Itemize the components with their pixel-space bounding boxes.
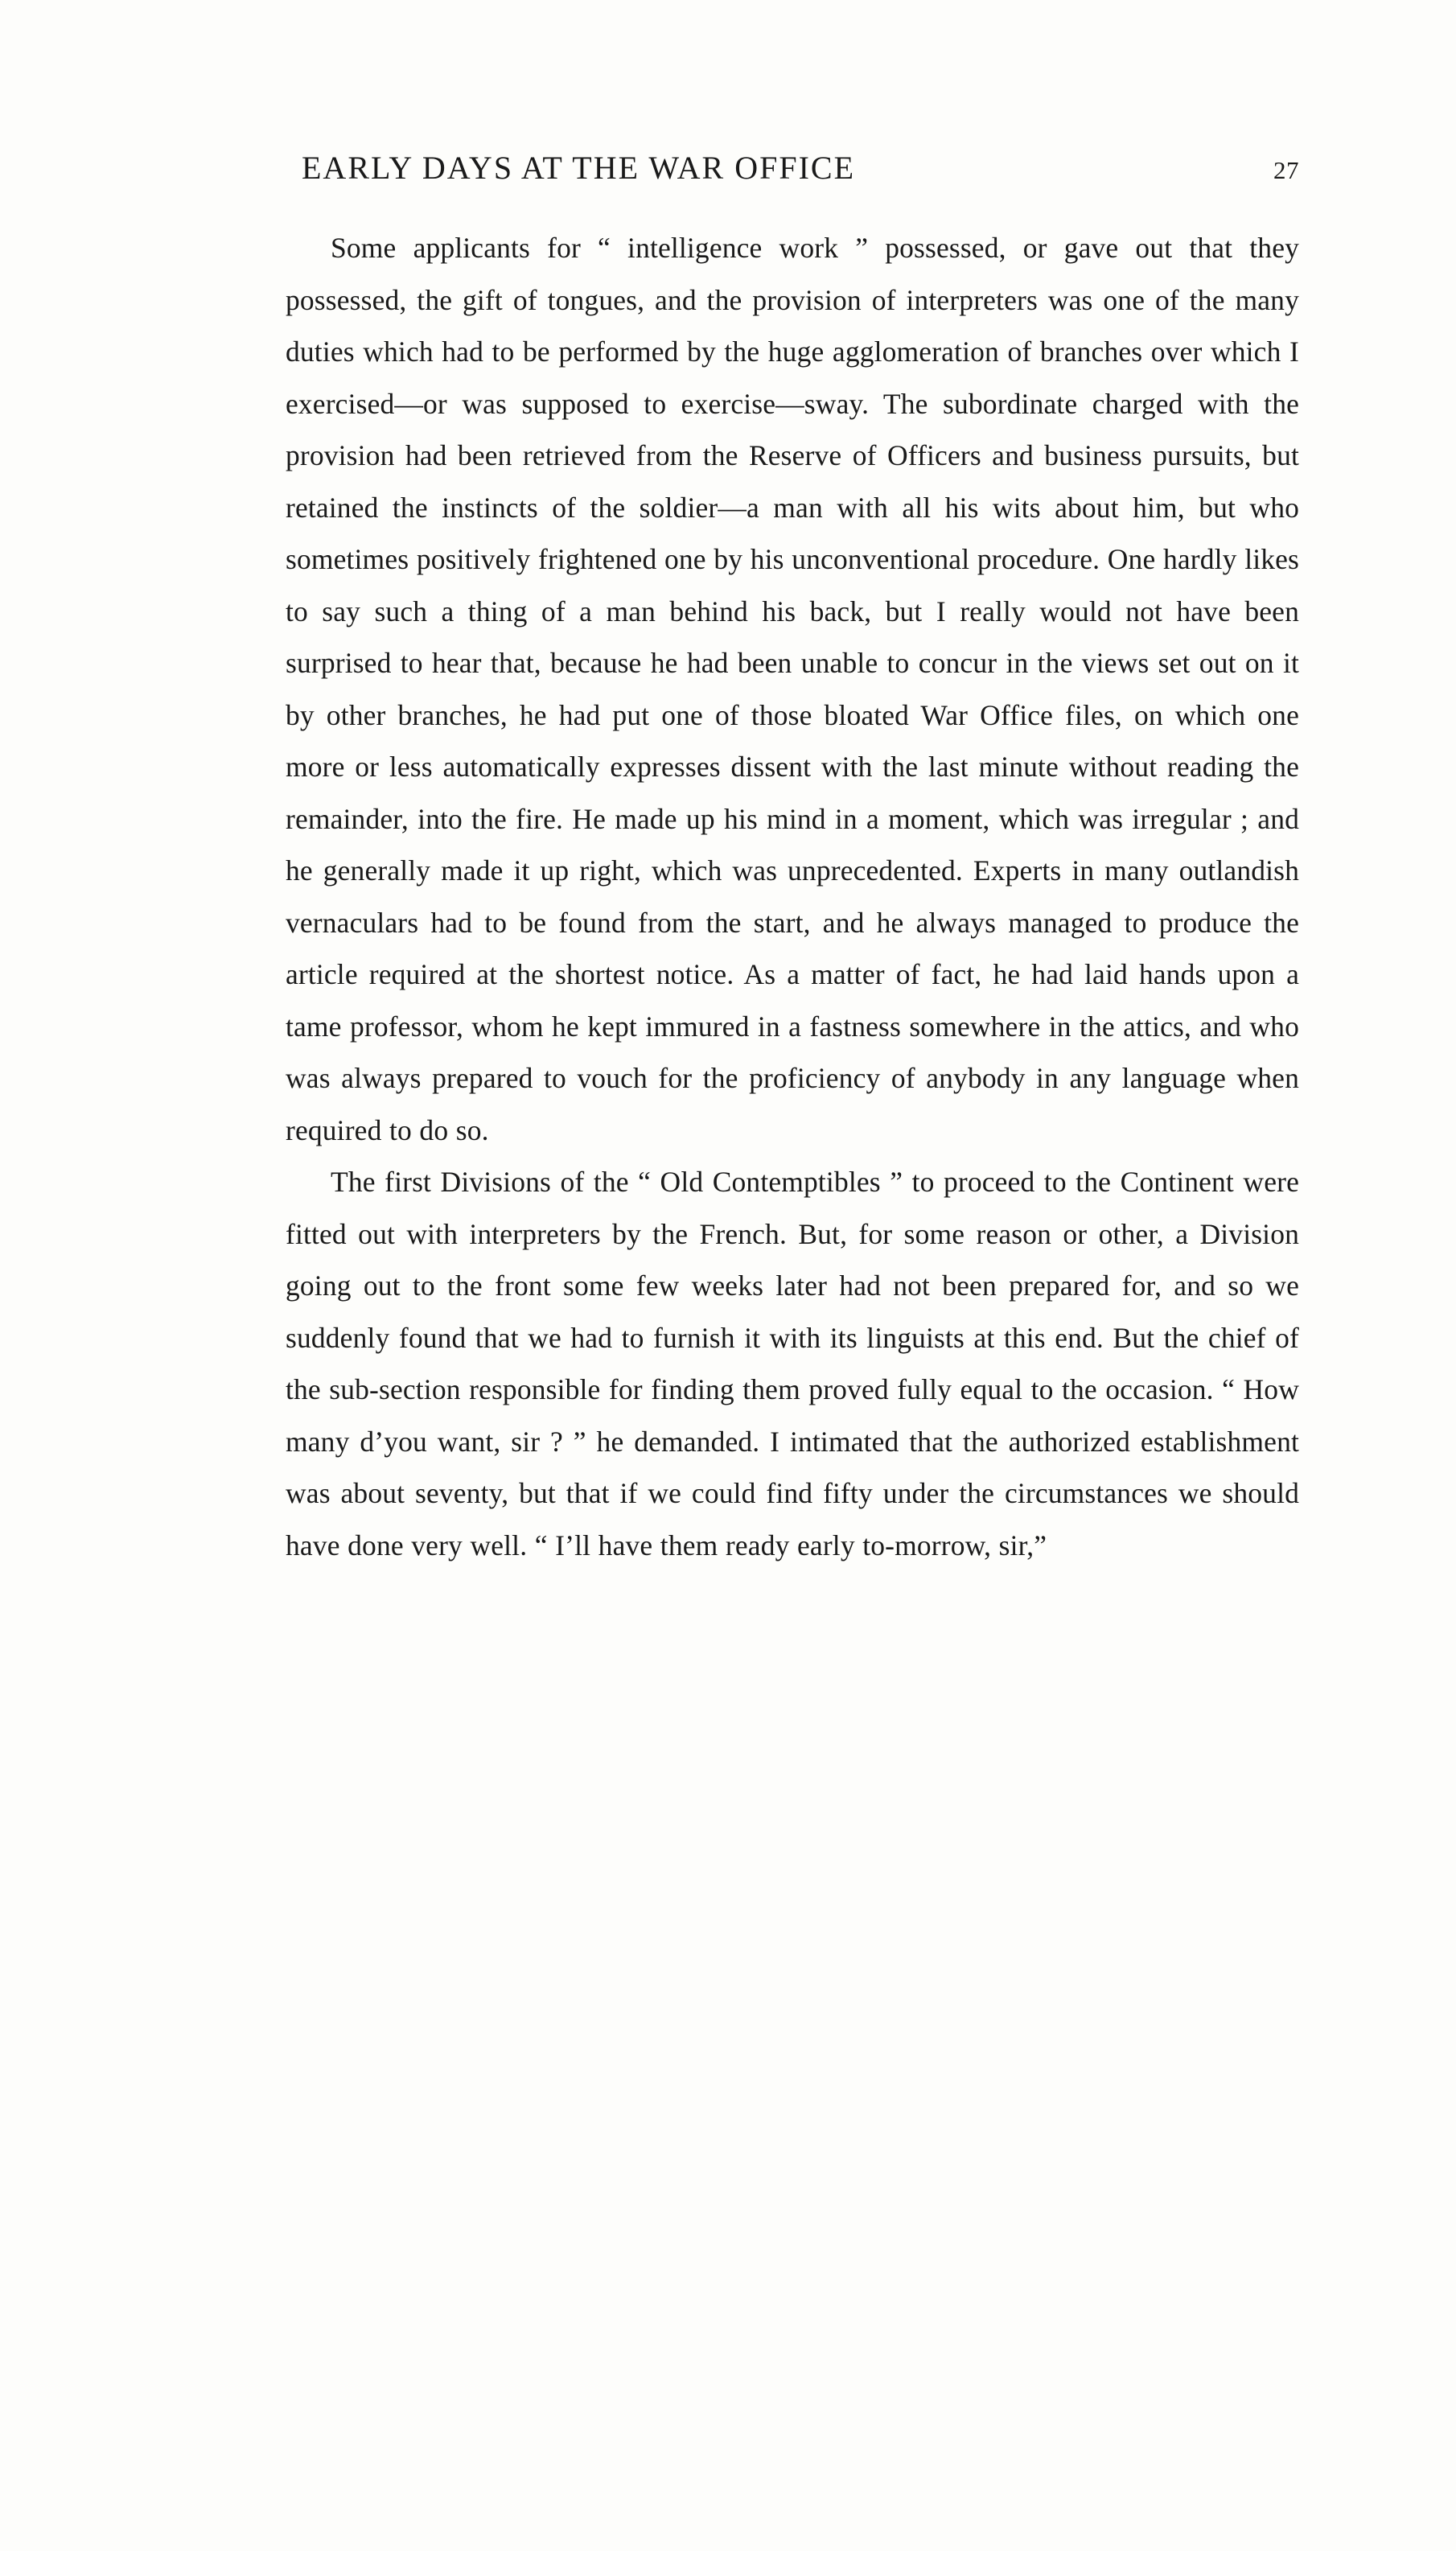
paragraph-2: The first Divisions of the “ Old Contemptibles ” to proceed to the Continent were fitted out with interpreters by the French. But, for some reason or other, a Division going out to the front some few weeks later had not been prepared for, and so we suddenly found that we had to furnish it with its linguists at this end. But the chief of the sub-section responsible for finding them proved fully equal to the occasion. “ How many d’you want, sir ? ” he demanded. I intimated that the authorized establishment was about seventy, but that if we could find fifty under the circumstances we should have done very well. “ I’ll have them ready early to-morrow, sir,” [286, 1166, 1299, 1561]
paragraph-1: Some applicants for “ intelligence work ” possessed, or gave out that they possessed, the gift of tongues, and the provision of interpreters was one of the many duties which had to be performed by the huge agglomeration of branches over which I exercised—or was supposed to exercise—sway. The subordinate charged with the provision had been retrieved from the Reserve of Officers and business pursuits, but retained the instincts of the soldier—a man with all his wits about him, but who sometimes positively frightened one by his unconventional procedure. One hardly likes to say such a thing of a man behind his back, but I really would not have been surprised to hear that, because he had been unable to concur in the views set out on it by other branches, he had put one of those bloated War Office files, on which one more or less automatically expresses dissent with the last minute without reading the remainder, into the fire. He made up his mind in a moment, which was irregular ; and he generally made it up right, which was unprecedented. Experts in many outlandish vernaculars had to be found from the start, and he always managed to produce the article required at the shortest notice. As a matter of fact, he had laid hands upon a tame professor, whom he kept immured in a fastness somewhere in the attics, and who was always prepared to vouch for the proficiency of anybody in any language when required to do so. [286, 232, 1299, 1146]
page-number: 27 [1273, 156, 1299, 184]
running-head [286, 149, 1299, 187]
running-head-title: EARLY DAYS AT THE WAR OFFICE [302, 150, 856, 186]
page-content [286, 149, 1299, 1571]
